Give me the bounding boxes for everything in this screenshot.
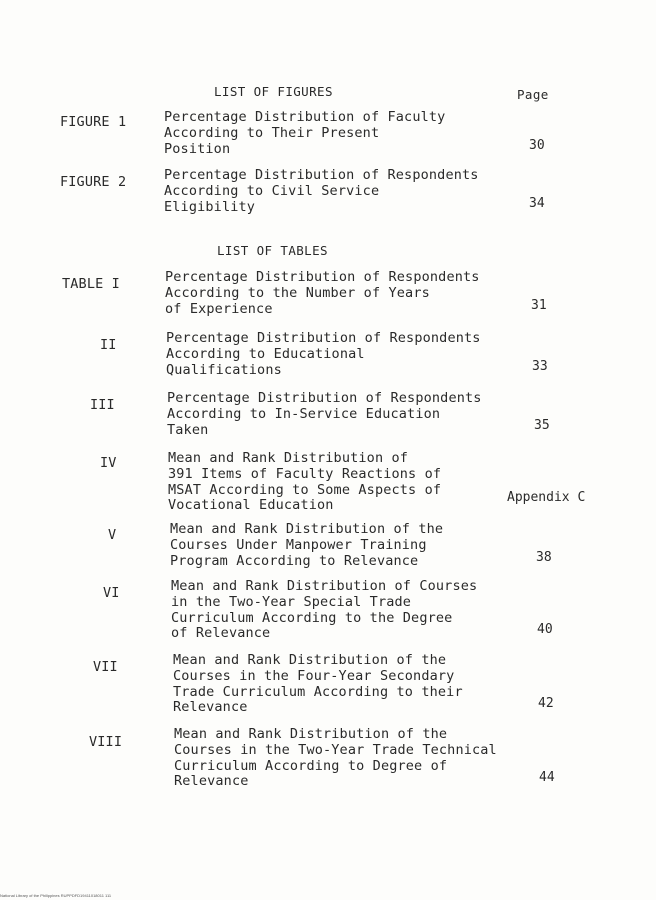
table-page: 44 bbox=[539, 770, 555, 785]
table-title: Mean and Rank Distribution of Courses in the Two-Year Special Trade Curriculum According to the Degree of Relevance bbox=[171, 578, 478, 642]
table-label: V bbox=[108, 527, 117, 543]
table-title: Mean and Rank Distribution of 391 Items of Faculty Reactions of MSAT According to Some Aspects of Vocational Education bbox=[168, 450, 442, 514]
figure-label: FIGURE 2 bbox=[60, 174, 127, 190]
table-label: II bbox=[100, 337, 117, 353]
table-label: III bbox=[90, 397, 115, 413]
table-page: 31 bbox=[531, 298, 547, 313]
table-page: 33 bbox=[532, 359, 548, 374]
table-title: Percentage Distribution of Respondents According to In-Service Education Taken bbox=[167, 390, 482, 438]
table-label: TABLE I bbox=[62, 276, 120, 292]
figure-page: 30 bbox=[529, 138, 545, 153]
figure-title: Percentage Distribution of Respondents According to Civil Service Eligibility bbox=[164, 167, 479, 215]
page-column-heading: Page bbox=[517, 87, 549, 102]
figure-page: 34 bbox=[529, 196, 545, 211]
scan-footer: National Library of the Philippines RUPPDFD19411018011 111 bbox=[0, 893, 112, 898]
table-title: Mean and Rank Distribution of the Courses Under Manpower Training Program According to Relevance bbox=[170, 521, 444, 569]
table-page: 40 bbox=[537, 622, 553, 637]
table-page: 42 bbox=[538, 696, 554, 711]
table-title: Mean and Rank Distribution of the Courses in the Four-Year Secondary Trade Curriculum According to their Relevance bbox=[173, 652, 463, 716]
tables-heading: LIST OF TABLES bbox=[217, 243, 328, 258]
table-page: 35 bbox=[534, 418, 550, 433]
table-page: 38 bbox=[536, 550, 552, 565]
table-label: VII bbox=[93, 659, 118, 675]
figure-title: Percentage Distribution of Faculty According to Their Present Position bbox=[164, 109, 446, 157]
table-title: Percentage Distribution of Respondents According to the Number of Years of Experience bbox=[165, 269, 480, 317]
figures-heading: LIST OF FIGURES bbox=[214, 84, 333, 99]
table-label: IV bbox=[100, 455, 117, 471]
table-label: VI bbox=[103, 585, 120, 601]
table-title: Mean and Rank Distribution of the Courses in the Two-Year Trade Technical Curriculum According to Degree of Relevance bbox=[174, 726, 497, 790]
figure-label: FIGURE 1 bbox=[60, 114, 127, 130]
table-title: Percentage Distribution of Respondents According to Educational Qualifications bbox=[166, 330, 481, 378]
table-label: VIII bbox=[89, 734, 123, 750]
table-page: Appendix C bbox=[507, 490, 586, 505]
